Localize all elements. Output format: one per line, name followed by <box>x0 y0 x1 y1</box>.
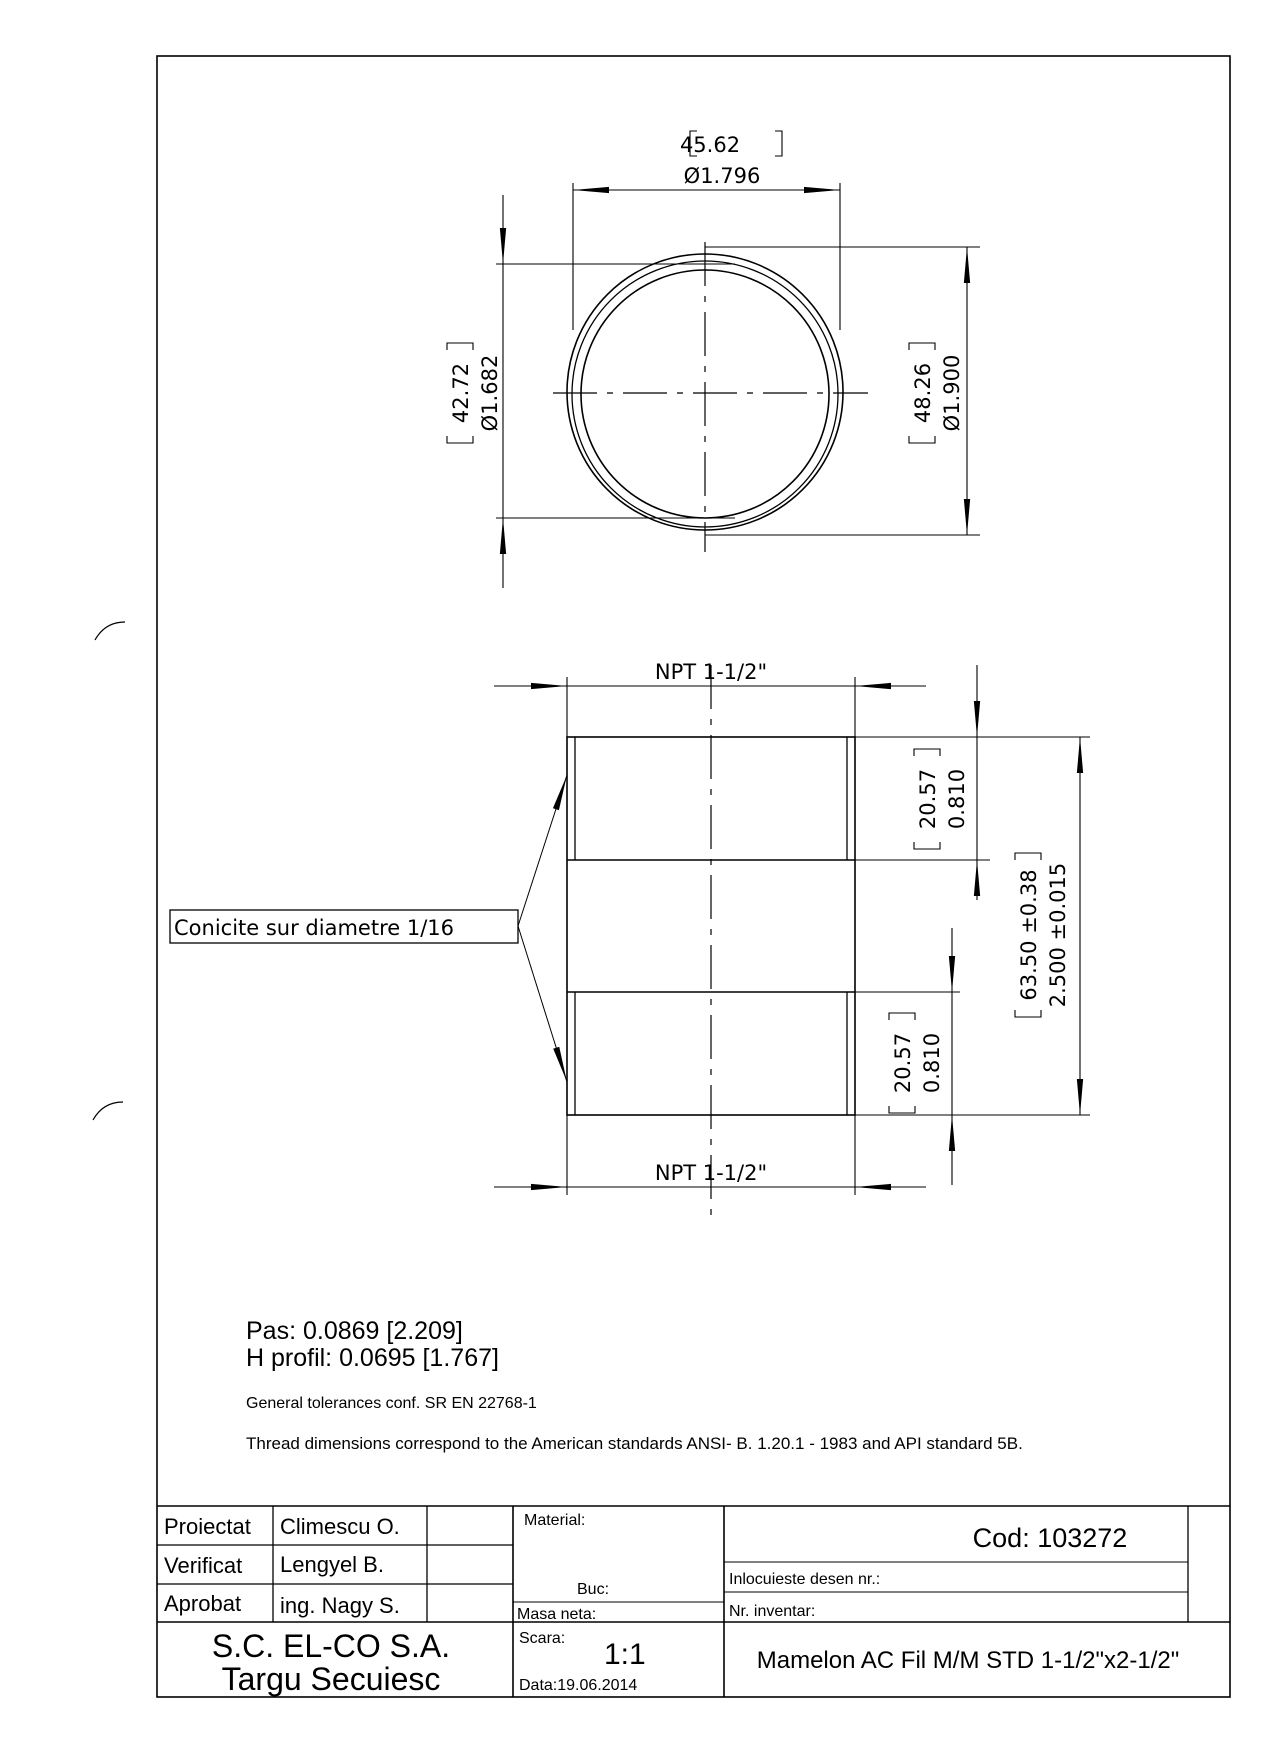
scale-value: 1:1 <box>604 1638 646 1671</box>
overall-length-value: 2.500 ±0.015 <box>1046 862 1070 1008</box>
material-label: Material: <box>524 1512 586 1529</box>
side-view <box>170 660 1090 1222</box>
overall-length-bracket: 63.50 ±0.38 <box>1017 869 1041 1001</box>
npt-bottom-label: NPT 1-1/2" <box>654 1161 768 1185</box>
scale-label: Scara: <box>519 1630 566 1647</box>
checked-by-label: Verificat <box>164 1553 243 1578</box>
buc-label: Buc: <box>577 1581 610 1598</box>
width-dim-bracket: 45.62 <box>679 133 741 157</box>
approved-by-label: Aprobat <box>164 1591 242 1616</box>
left-dim-value: Ø1.682 <box>478 354 502 432</box>
thread-standard-note: Thread dimensions correspond to the American standards ANSI- B. 1.20.1 - 1983 and API standard 5B. <box>246 1434 1023 1453</box>
designed-by-name: Climescu O. <box>280 1514 400 1539</box>
scan-mark <box>93 1102 123 1120</box>
taper-callout-text: Conicite sur diametre 1/16 <box>174 916 454 940</box>
designed-by-label: Proiectat <box>164 1514 251 1539</box>
right-dim-bracket: 48.26 <box>911 362 935 424</box>
company-city: Targu Secuiesc <box>221 1661 441 1697</box>
lower-thread-dim-value: 0.810 <box>920 1032 944 1094</box>
drawing-code: Cod: 103272 <box>972 1523 1128 1553</box>
taper-leader-up <box>518 775 567 926</box>
tolerances-note: General tolerances conf. SR EN 22768-1 <box>246 1395 537 1412</box>
upper-thread-dim-bracket: 20.57 <box>916 768 940 830</box>
lower-thread-dim-bracket: 20.57 <box>891 1032 915 1094</box>
approved-by-name: ing. Nagy S. <box>280 1593 400 1618</box>
inventory-number-label: Nr. inventar: <box>729 1603 816 1620</box>
checked-by-name: Lengyel B. <box>280 1552 384 1577</box>
top-view <box>447 131 980 588</box>
title-block <box>157 1506 1230 1697</box>
npt-top-label: NPT 1-1/2" <box>654 660 768 684</box>
notes <box>246 1317 1023 1453</box>
scan-mark <box>95 622 125 640</box>
drawing-date: Data:19.06.2014 <box>519 1677 638 1694</box>
profile-height-note: H profil: 0.0695 [1.767] <box>246 1344 499 1372</box>
replaces-drawing-label: Inlocuieste desen nr.: <box>729 1571 881 1588</box>
upper-thread-dim-value: 0.810 <box>945 768 969 830</box>
left-dim-bracket: 42.72 <box>449 362 473 424</box>
part-name: Mamelon AC Fil M/M STD 1-1/2"x2-1/2" <box>756 1647 1180 1674</box>
company-name: S.C. EL-CO S.A. <box>211 1628 451 1664</box>
pitch-note: Pas: 0.0869 [2.209] <box>246 1317 463 1345</box>
taper-leader-down <box>518 926 567 1082</box>
width-dim-value: Ø1.796 <box>683 164 761 188</box>
right-dim-value: Ø1.900 <box>940 354 964 432</box>
mass-label: Masa neta: <box>517 1606 597 1623</box>
